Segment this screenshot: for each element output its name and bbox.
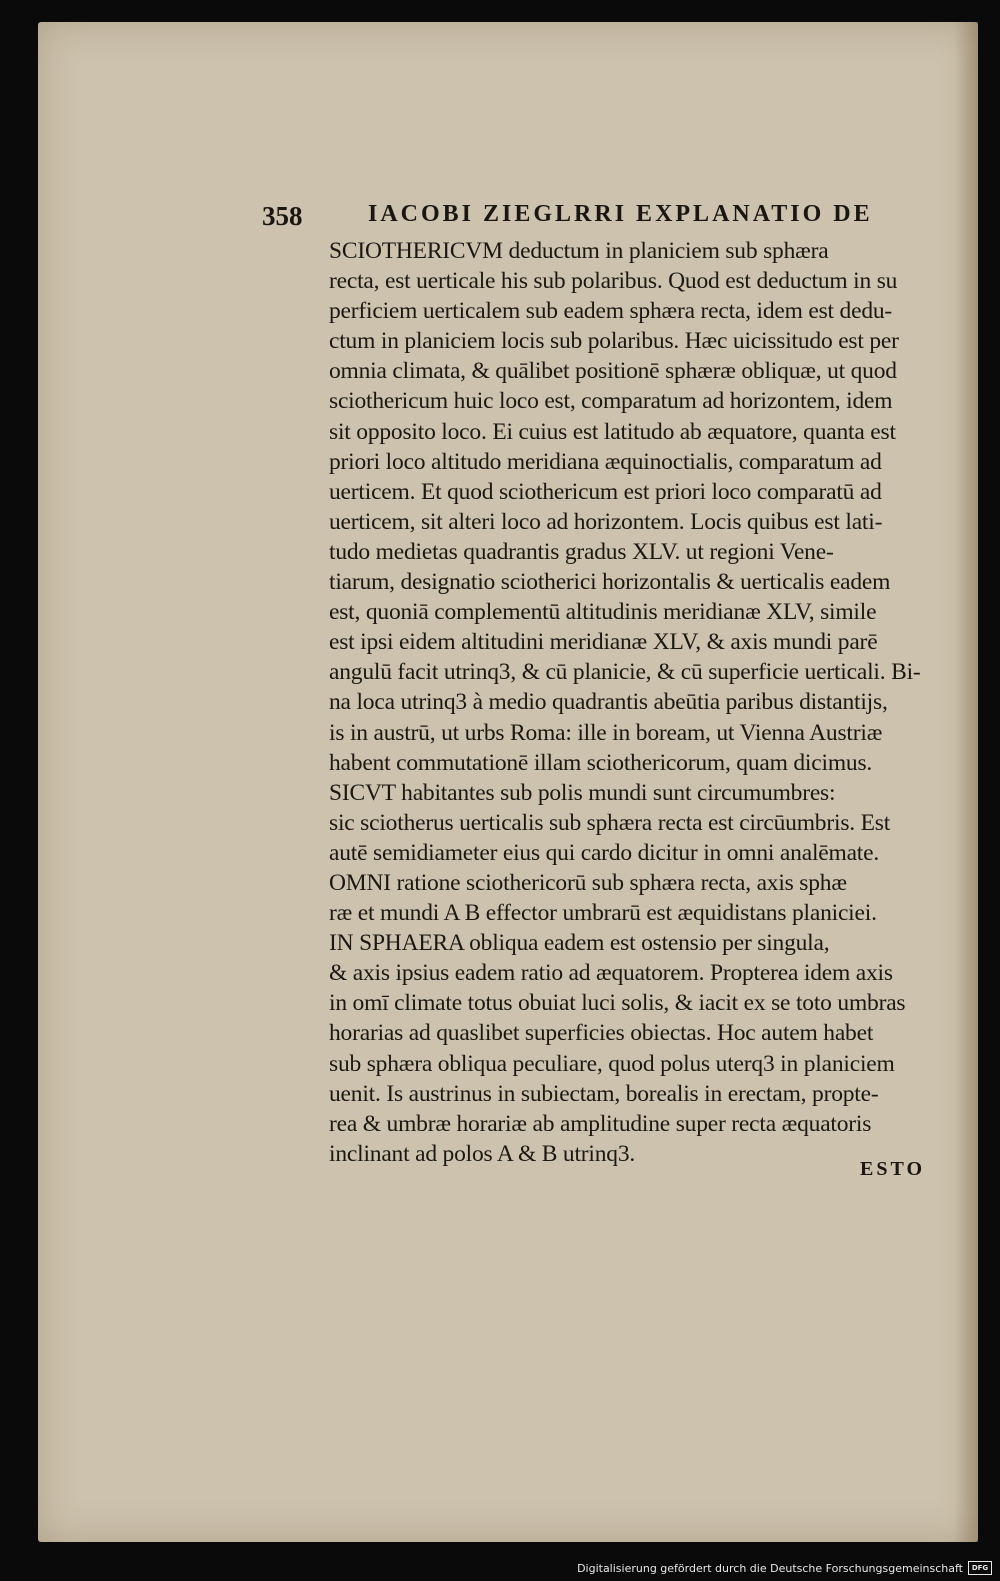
- text-line: sic sciotherus uerticalis sub sphæra recta est circūumbris. Est: [329, 809, 891, 836]
- text-line: tiarum, designatio sciotherici horizontalis & uerticalis eadem: [329, 569, 891, 596]
- text-line: rea & umbræ horariæ ab amplitudine super recta æquatoris: [329, 1110, 872, 1137]
- text-line: uenit. Is austrinus in subiectam, borealis in erectam, propte-: [329, 1080, 879, 1107]
- text-line: angulū facit utrinq3, & cū planicie, & cū superficie uerticali. Bi-: [329, 659, 921, 686]
- text-line: na loca utrinq3 à medio quadrantis abeūtia paribus distantijs,: [329, 689, 888, 716]
- page-number: 358: [262, 201, 303, 231]
- body-text: [329, 236, 941, 1169]
- text-line: est ipsi eidem altitudini meridianæ XLV, & axis mundi parē: [329, 629, 878, 656]
- text-line: est, quoniā complementū altitudinis meridianæ XLV, simile: [329, 599, 877, 626]
- text-line: SCIOTHERICVM deductum in planiciem sub sphæra: [329, 238, 829, 264]
- text-line: sub sphæra obliqua peculiare, quod polus uterq3 in planiciem: [329, 1050, 895, 1077]
- funding-note: Digitalisierung gefördert durch die Deutsche Forschungsgemeinschaft: [577, 1561, 963, 1575]
- text-line: in omī climate totus obuiat luci solis, & iacit ex se toto umbras: [329, 990, 906, 1017]
- text-line: horarias ad quaslibet superficies obiectas. Hoc autem habet: [329, 1020, 874, 1047]
- text-line: tudo medietas quadrantis gradus XLV. ut regioni Vene-: [329, 538, 834, 565]
- text-line: omnia climata, & quālibet positionē sphæræ obliquæ, ut quod: [329, 358, 897, 385]
- text-line: perficiem uerticalem sub eadem sphæra recta, idem est dedu-: [329, 298, 893, 325]
- text-line: & axis ipsius eadem ratio ad æquatorem. Propterea idem axis: [329, 960, 893, 987]
- text-line: sit opposito loco. Ei cuius est latitudo ab æquatore, quanta est: [329, 418, 896, 445]
- text-line: uerticem, sit alteri loco ad horizontem. Locis quibus est lati-: [329, 508, 883, 535]
- text-line: inclinant ad polos A & B utrinq3.: [329, 1140, 636, 1167]
- text-line: IN SPHAERA obliqua eadem est ostensio per singula,: [329, 930, 830, 957]
- text-line: OMNI ratione sciothericorū sub sphæra recta, axis sphæ: [329, 869, 847, 896]
- text-line: habent commutationē illam sciothericorum, quam dicimus.: [329, 749, 873, 776]
- page-header: [262, 199, 942, 235]
- text-line: ctum in planiciem locis sub polaribus. Hæc uicissitudo est per: [329, 328, 899, 355]
- text-line: SICVT habitantes sub polis mundi sunt circumumbres:: [329, 779, 836, 806]
- text-line: recta, est uerticale his sub polaribus. Quod est deductum in su: [329, 268, 898, 295]
- text-line: autē semidiameter eius qui cardo dicitur in omni analēmate.: [329, 839, 880, 866]
- text-line: ræ et mundi A B effector umbrarū est æquidistans planiciei.: [329, 900, 877, 927]
- text-line: priori loco altitudo meridiana æquinoctialis, comparatum ad: [329, 448, 882, 475]
- catch-word: ESTO: [860, 1158, 925, 1180]
- page-edge-shadow: [954, 22, 978, 1542]
- running-head: IACOBI ZIEGLRRI EXPLANATIO DE: [368, 201, 873, 227]
- text-line: is in austrū, ut urbs Roma: ille in boream, ut Vienna Austriæ: [329, 719, 883, 746]
- dfg-logo-icon: DFG: [968, 1561, 992, 1575]
- text-line: uerticem. Et quod sciothericum est priori loco comparatū ad: [329, 478, 882, 505]
- text-line: sciothericum huic loco est, comparatum ad horizontem, idem: [329, 388, 893, 415]
- digitization-footer: [577, 1560, 992, 1576]
